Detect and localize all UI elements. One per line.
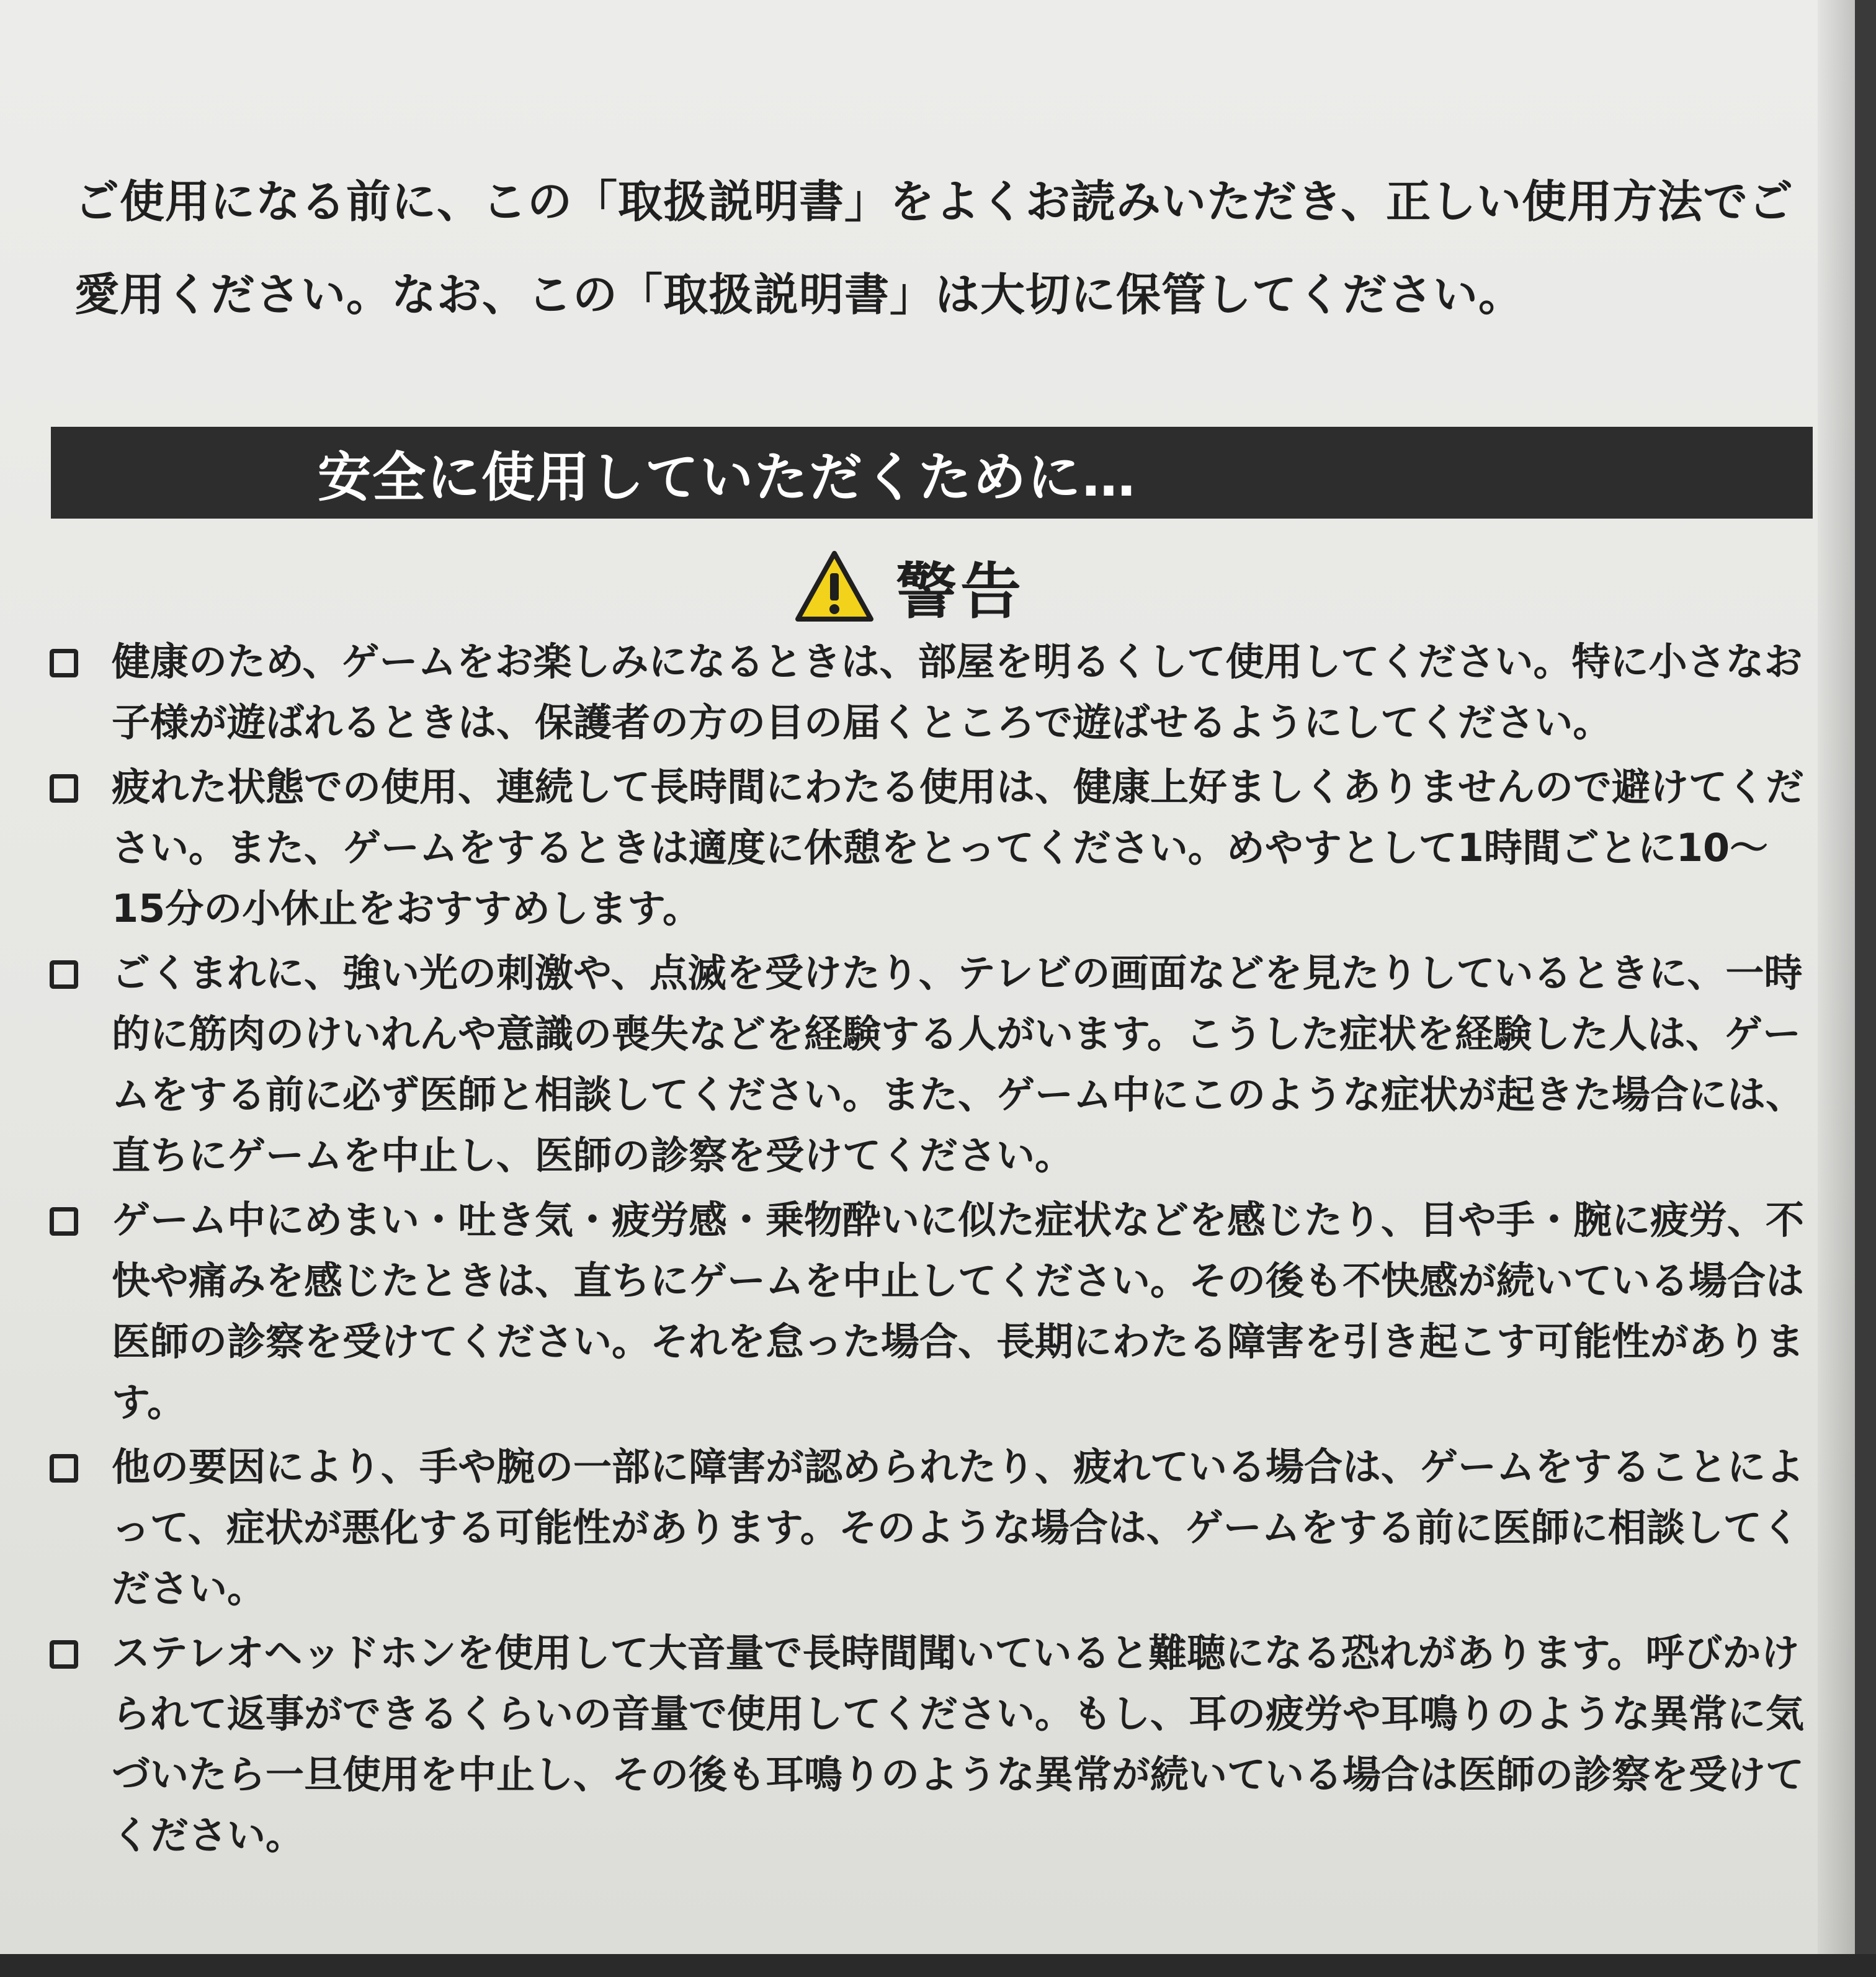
list-item: [50, 943, 1818, 1186]
page-edge-shadow: [1818, 0, 1855, 1954]
list-item-text: ゲーム中にめまい・吐き気・疲労感・乗物酔いに似た症状などを感じたり、目や手・腕に疲労、不快や痛みを感じたときは、直ちにゲームを中止してください。その後も不快感が続いている場合は医師の診察を受けてください。それを怠った場合、長期にわたる障害を引き起こす可能性があります。: [112, 1197, 1805, 1425]
checkbox-icon: [50, 960, 78, 989]
safety-banner-title: 安全に使用していただくために…: [318, 447, 1137, 509]
warning-triangle-icon: [794, 550, 875, 623]
checkbox-icon: [50, 1454, 78, 1483]
list-item: [50, 631, 1818, 753]
list-item-text: ごくまれに、強い光の刺激や、点滅を受けたり、テレビの画面などを見たりしているときに、一時的に筋肉のけいれんや意識の喪失などを経験する人がいます。こうした症状を経験した人は、ゲームをする前に必ず医師と相談してください。また、ゲーム中にこのような症状が起きた場合には、直ちにゲームを中止し、医師の診察を受けてください。: [112, 950, 1805, 1178]
checkbox-icon: [50, 1207, 78, 1236]
intro-line-2: 愛用ください。なお、この「取扱説明書」は大切に保管してください。: [74, 269, 1524, 321]
intro-line-1: ご使用になる前に、この「取扱説明書」をよくお読みいただき、正しい使用方法でご: [74, 176, 1794, 228]
checkbox-icon: [50, 774, 78, 803]
background-surface: [0, 1954, 1876, 1977]
warning-list: [50, 631, 1818, 1870]
list-item-text: 疲れた状態での使用、連続して長時間にわたる使用は、健康上好ましくありませんので避けてください。また、ゲームをするときは適度に休憩をとってください。めやすとして1時間ごとに10〜15分の小休止をおすすめします。: [112, 764, 1805, 931]
checkbox-icon: [50, 649, 78, 677]
list-item: [50, 1437, 1818, 1619]
safety-banner: [51, 427, 1813, 519]
warning-heading: [794, 546, 1025, 627]
warning-title: 警告: [896, 556, 1025, 627]
list-item: [50, 1623, 1818, 1866]
intro-paragraph: [74, 155, 1824, 341]
list-item: [50, 1190, 1818, 1433]
list-item-text: ステレオヘッドホンを使用して大音量で長時間聞いていると難聴になる恐れがあります。呼びかけられて返事ができるくらいの音量で使用してください。もし、耳の疲労や耳鳴りのような異常に気づいたら一旦使用を中止し、その後も耳鳴りのような異常が続いている場合は医師の診察を受けてください。: [112, 1630, 1805, 1858]
checkbox-icon: [50, 1640, 78, 1669]
list-item-text: 健康のため、ゲームをお楽しみになるときは、部屋を明るくして使用してください。特に小さなお子様が遊ばれるときは、保護者の方の目の届くところで遊ばせるようにしてください。: [112, 639, 1803, 745]
list-item: [50, 757, 1818, 939]
list-item-text: 他の要因により、手や腕の一部に障害が認められたり、疲れている場合は、ゲームをすることによって、症状が悪化する可能性があります。そのような場合は、ゲームをする前に医師に相談してください。: [112, 1444, 1805, 1611]
